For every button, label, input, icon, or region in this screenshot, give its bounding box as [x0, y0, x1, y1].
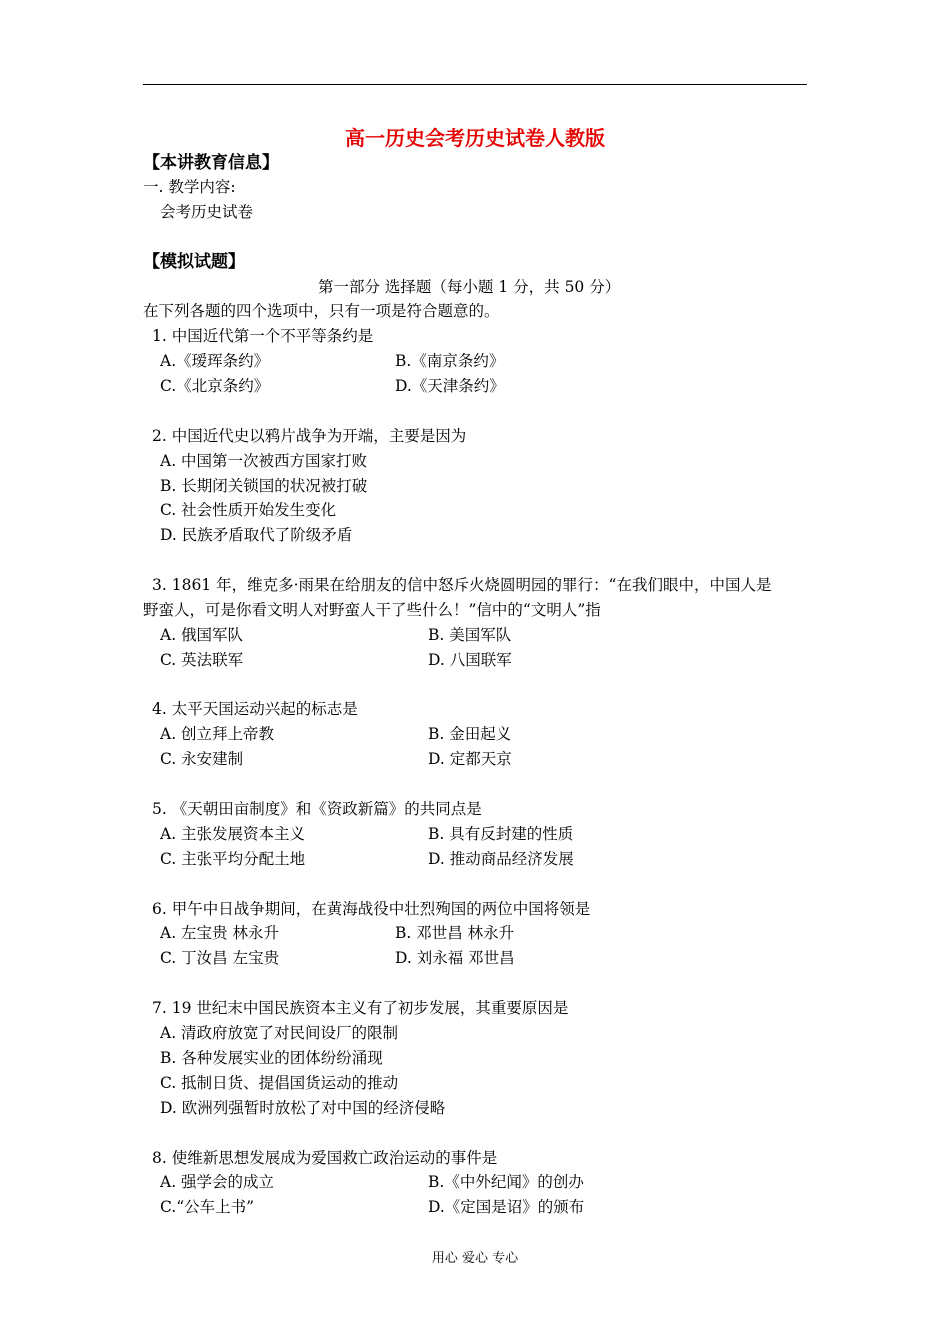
- question-stem: 6. 甲午中日战争期间，在黄海战役中壮烈殉国的两位中国将领是: [152, 900, 591, 918]
- option-b: B. 各种发展实业的团体纷纷涌现: [160, 1049, 383, 1067]
- part-heading: 第一部分 选择题（每小题 1 分，共 50 分）: [318, 278, 621, 296]
- page-footer: 用心 爱心 专心: [431, 1251, 519, 1266]
- instruction-text: 在下列各题的四个选项中，只有一项是符合题意的。: [143, 302, 500, 320]
- question-stem: 4. 太平天国运动兴起的标志是: [152, 700, 358, 718]
- option-a: A. 左宝贵 林永升: [160, 924, 279, 942]
- option-c: C. 社会性质开始发生变化: [160, 501, 337, 519]
- option-a: A. 中国第一次被西方国家打败: [160, 452, 368, 470]
- option-b: B.《中外纪闻》的创办: [428, 1173, 584, 1191]
- option-a: A.《瑷珲条约》: [160, 352, 270, 370]
- option-d: D.《天津条约》: [395, 377, 505, 395]
- option-d: D.《定国是诏》的颁布: [428, 1198, 585, 1216]
- option-b: B.《南京条约》: [395, 352, 505, 370]
- question-stem-continued: 野蛮人，可是你看文明人对野蛮人干了些什么！”信中的“文明人”指: [143, 601, 601, 619]
- option-a: A. 强学会的成立: [160, 1173, 275, 1191]
- option-c: C. 永安建制: [160, 750, 244, 768]
- option-a: A. 清政府放宽了对民间设厂的限制: [160, 1024, 399, 1042]
- mock-heading: 【模拟试题】: [143, 252, 245, 272]
- option-b: B. 美国军队: [428, 626, 512, 644]
- option-c: C. 英法联军: [160, 651, 244, 669]
- option-d: D. 欧洲列强暂时放松了对中国的经济侵略: [160, 1099, 446, 1117]
- option-c: C.《北京条约》: [160, 377, 270, 395]
- question-stem: 8. 使维新思想发展成为爱国救亡政治运动的事件是: [152, 1149, 498, 1167]
- option-b: B. 金田起义: [428, 725, 512, 743]
- info-heading: 【本讲教育信息】: [143, 153, 279, 173]
- option-a: A. 俄国军队: [160, 626, 244, 644]
- question-stem: 3. 1861 年，维克多·雨果在给朋友的信中怒斥火烧圆明园的罪行：“在我们眼中，中国人是: [152, 576, 772, 594]
- option-a: A. 创立拜上帝教: [160, 725, 275, 743]
- option-d: D. 八国联军: [428, 651, 512, 669]
- option-b: B. 具有反封建的性质: [428, 825, 574, 843]
- question-stem: 1. 中国近代第一个不平等条约是: [152, 327, 374, 345]
- question-stem: 7. 19 世纪末中国民族资本主义有了初步发展，其重要原因是: [152, 999, 569, 1017]
- option-d: D. 推动商品经济发展: [428, 850, 574, 868]
- option-c: C. 主张平均分配土地: [160, 850, 306, 868]
- option-d: D. 民族矛盾取代了阶级矛盾: [160, 526, 353, 544]
- option-d: D. 定都天京: [428, 750, 512, 768]
- teaching-content-label: 一. 教学内容:: [143, 178, 236, 196]
- option-c: C. 抵制日货、提倡国货运动的推动: [160, 1074, 399, 1092]
- option-b: B. 长期闭关锁国的状况被打破: [160, 477, 368, 495]
- teaching-content-value: 会考历史试卷: [160, 203, 254, 221]
- page-title: 高一历史会考历史试卷人教版: [345, 126, 605, 150]
- question-stem: 2. 中国近代史以鸦片战争为开端，主要是因为: [152, 427, 467, 445]
- option-d: D. 刘永福 邓世昌: [395, 949, 515, 967]
- option-b: B. 邓世昌 林永升: [395, 924, 515, 942]
- option-a: A. 主张发展资本主义: [160, 825, 306, 843]
- header-rule: [143, 84, 807, 85]
- option-c: C. 丁汝昌 左宝贵: [160, 949, 280, 967]
- option-c: C.“公车上书”: [160, 1198, 255, 1216]
- question-stem: 5. 《天朝田亩制度》和《资政新篇》的共同点是: [152, 800, 482, 818]
